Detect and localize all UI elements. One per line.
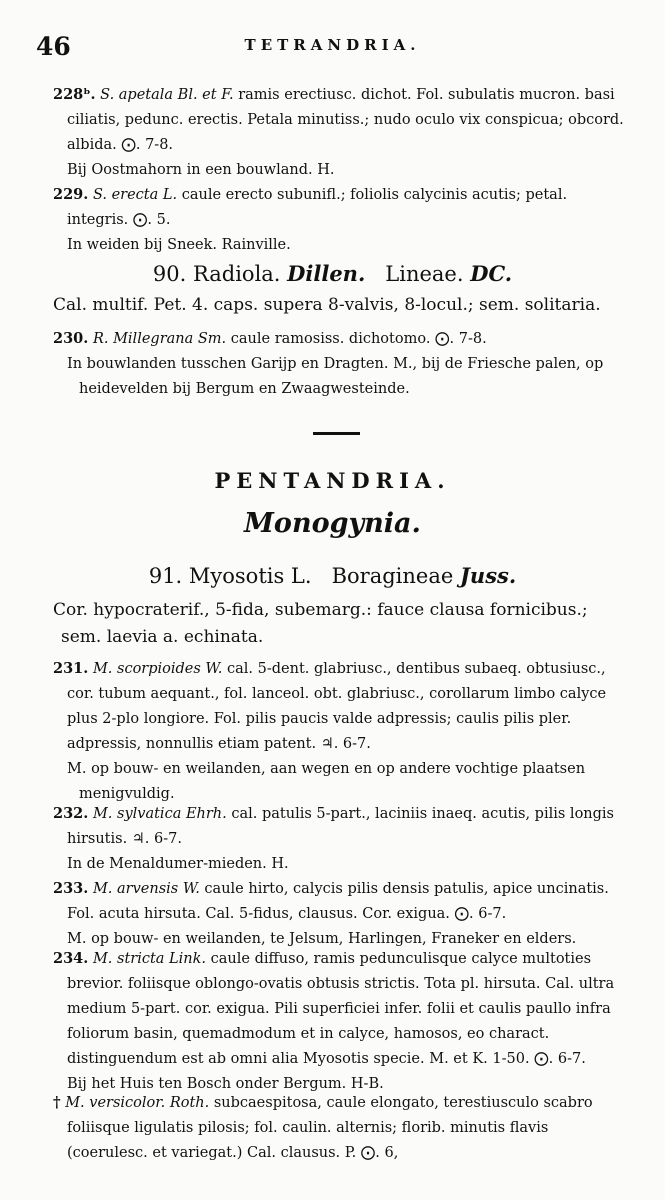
entry-dagger: † [53,1094,61,1111]
species-name: M. arvensis W. [92,881,200,897]
species-name: R. Millegrana Sm. [92,331,227,347]
family-author: DC. [470,261,513,286]
entry-number: 234. [53,950,89,967]
family-author: Juss. [459,563,517,588]
genus-91-heading [0,561,665,591]
entry-number: 230. [53,330,89,347]
species-description: ramis erectiusc. dichot. Fol. subulatis mucron. basi ciliatis, pedunc. erectis. Petala minutiss.; nudo oculo vix conspicua; obcord. albida. ⨀. 7-8. [67,87,624,153]
section-divider [313,432,360,435]
species-name: M. versicolor. Roth. [65,1095,210,1111]
locality-note: M. op bouw- en weilanden, te Jelsum, Harlingen, Franeker en elders. [67,931,577,947]
species-description: caule hirto, calycis pilis densis patulis, apice uncinatis. Fol. acuta hirsuta. Cal. 5-fidus, clausus. Cor. exigua. ⨀. 6-7. [67,881,609,922]
entry-versicolor [0,1090,665,1166]
locality-note: M. op bouw- en weilanden, aan wegen en op andere vochtige plaatsen menigvuldig. [67,761,586,802]
species-description: cal. patulis 5-part., laciniis inaeq. acutis, pilis longis hirsutis. ♃. 6-7. [67,806,614,847]
species-description: subcaespitosa, caule elongato, terestiusculo scabro foliisque ligulatis pilosis; fol. caulin. alternis; florib. minutis flavis (coerulesc. et variegat.) Cal. clausus. P. ⨀. 6, [67,1095,593,1161]
entry-number: 228ᵇ. [53,86,96,103]
order-title: Monogynia. [244,508,421,539]
locality-note: Bij het Huis ten Bosch onder Bergum. H-B. [67,1076,384,1092]
family-name: Boragineae [331,564,454,588]
entry-230 [0,326,665,402]
locality-note: Bij Oostmahorn in een bouwland. H. [67,162,335,178]
entry-number: 233. [53,880,89,897]
species-description: caule ramosiss. dichotomo. ⨀. 7-8. [230,331,487,347]
genus-author: Dillen. [287,261,366,286]
entry-234 [0,946,665,1097]
entry-number: 231. [53,660,89,677]
entry-number: 229. [53,186,89,203]
species-description: caule erecto subunifl.; foliolis calycinis acutis; petal. integris. ⨀. 5. [67,187,568,228]
locality-note: In weiden bij Sneek. Rainville. [67,237,291,253]
species-name: S. apetala Bl. et F. [100,87,234,103]
species-name: M. scorpioides W. [92,661,223,677]
genus-90-heading [0,259,665,289]
locality-note: In bouwlanden tusschen Garijp en Dragten. M., bij de Friesche palen, op heidevelden bij Bergum en Zwaagwesteinde. [67,356,604,397]
entry-229 [0,182,665,258]
species-description: caule diffuso, ramis pedunculisque calyce multoties brevior. foliisque oblongo-ovatis obtusis strictis. Tota pl. hirsuta. Cal. ultra medium 5-part. cor. exigua. Pili superficiei infer. folii et caulis paullo infra foliorum basin, quemadmodum et in calyce, hamosos, eo charact. distinguendum est ab omni alia Myosotis specie. M. et K. 1-50. ⨀. 6-7. [67,951,615,1067]
locality-note: In de Menaldumer-mieden. H. [67,856,289,872]
entry-233 [0,876,665,952]
species-name: M. stricta Link. [92,951,207,967]
page-header [0,30,665,60]
species-name: S. erecta L. [92,187,178,203]
entry-231 [0,656,665,807]
family-name: Lineae. [385,262,464,286]
entry-228b [0,82,665,183]
species-name: M. sylvatica Ehrh. [92,806,227,822]
genus-91-character [0,597,665,651]
entry-number: 232. [53,805,89,822]
entry-232 [0,801,665,877]
page-number: 46 [36,32,71,61]
class-title: PENTANDRIA. [214,468,451,493]
genus-title: 90. Radiola. [152,262,281,286]
genus-character: Cal. multif. Pet. 4. caps. supera 8-valvis, 8-locul.; sem. solitaria. [53,295,601,315]
species-description: cal. 5-dent. glabriusc., dentibus subaeq. obtusiusc., cor. tubum aequant., fol. lanceol. obt. glabriusc., corollarum limbo calyce plus 2-plo longiore. Fol. pilis paucis valde adpressis; caulis pilis pler. adpressis, nonnullis etiam patent. ♃. 6-7. [67,661,607,752]
genus-character: Cor. hypocraterif., 5-fida, subemarg.: fauce clausa fornicibus.; sem. laevia a. echinata. [53,600,588,647]
genus-title: 91. Myosotis L. [148,564,312,588]
running-head: TETRANDRIA. [244,36,421,54]
genus-90-character [0,292,665,319]
